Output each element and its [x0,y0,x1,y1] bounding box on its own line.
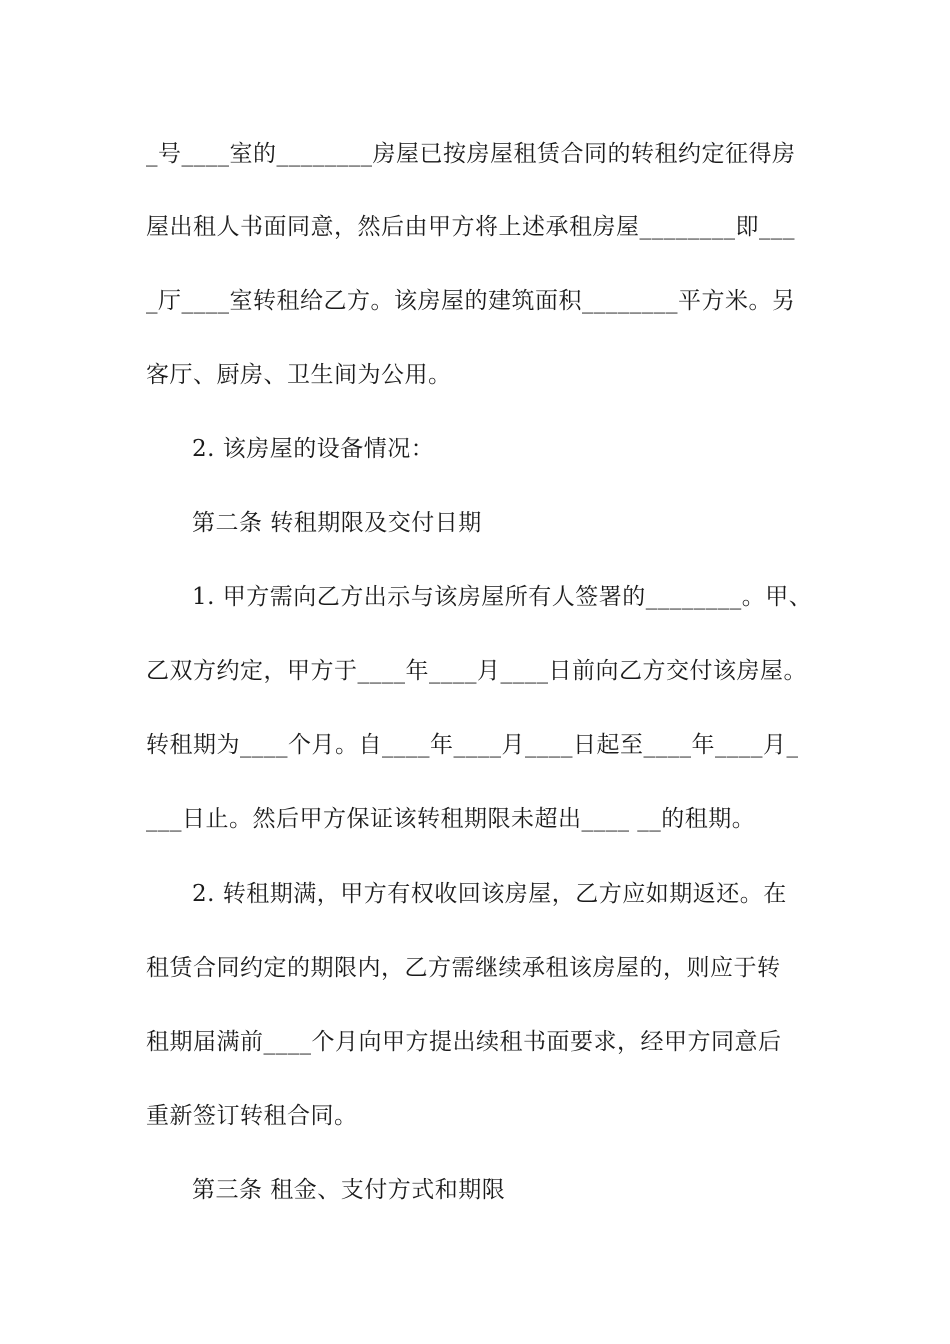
paragraph-line: _厅____室转租给乙方。该房屋的建筑面积________平方米。另 [146,288,796,314]
paragraph-line: 重新签订转租合同。 [146,1103,358,1129]
paragraph-line: 转租期为____个月。自____年____月____日起至____年____月_ [146,732,799,758]
paragraph-line: 2. 转租期满，甲方有权收回该房屋，乙方应如期返还。在 [192,881,787,907]
paragraph-line: 屋出租人书面同意，然后由甲方将上述承租房屋________即___ [146,214,795,240]
paragraph-line: 租赁合同约定的期限内，乙方需继续承租该房屋的，则应于转 [146,955,781,981]
paragraph-line: ___日止。然后甲方保证该转租期限未超出____ __的租期。 [146,806,756,832]
list-item-equipment: 2. 该房屋的设备情况： [192,436,435,462]
section-heading-article-3: 第三条 租金、支付方式和期限 [192,1177,506,1203]
paragraph-line: 1. 甲方需向乙方出示与该房屋所有人签署的________。甲、 [192,584,813,610]
section-heading-article-2: 第二条 转租期限及交付日期 [192,510,482,536]
paragraph-line: 乙双方约定，甲方于____年____月____日前向乙方交付该房屋。 [146,658,807,684]
paragraph-line: 客厅、厨房、卫生间为公用。 [146,362,452,388]
paragraph-line: 租期届满前____个月向甲方提出续租书面要求，经甲方同意后 [146,1029,782,1055]
paragraph-line: _号____室的________房屋已按房屋租赁合同的转租约定征得房 [146,141,796,167]
